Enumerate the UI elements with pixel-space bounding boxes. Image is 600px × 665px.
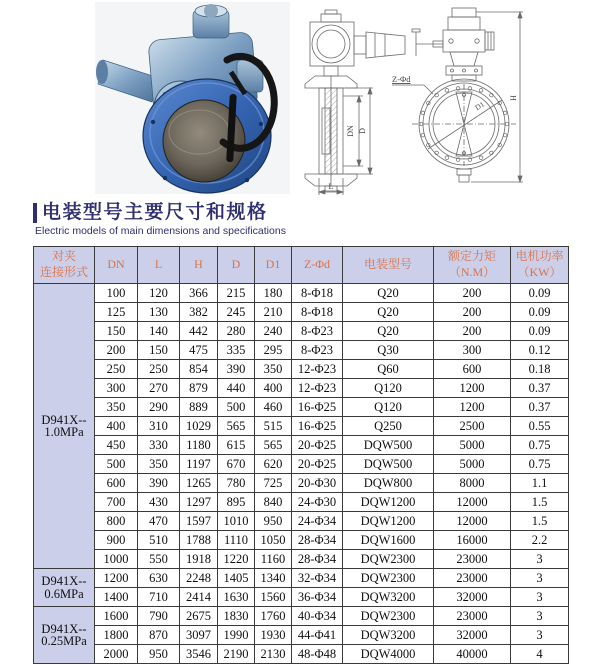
cell-d1: 460 (255, 398, 292, 417)
header-model: 电装型号 (343, 247, 434, 284)
cell-torque: 23000 (434, 550, 511, 569)
cell-d1: 180 (255, 284, 292, 303)
cell-d1: 1160 (255, 550, 292, 569)
cell-power: 0.37 (511, 379, 569, 398)
cell-model: Q60 (343, 360, 434, 379)
cell-z_phi_d: 20-Φ25 (292, 455, 343, 474)
table-row (34, 284, 569, 303)
cell-power: 3 (511, 569, 569, 588)
cell-d: 1990 (218, 626, 255, 645)
cell-d1: 350 (255, 360, 292, 379)
cell-l: 430 (138, 493, 180, 512)
group-label (34, 569, 95, 607)
cell-d1: 840 (255, 493, 292, 512)
cell-power: 0.75 (511, 455, 569, 474)
table-row (34, 341, 569, 360)
cell-l: 390 (138, 474, 180, 493)
cell-z_phi_d: 8-Φ18 (292, 303, 343, 322)
group-label-pressure: 1.0MPa (44, 425, 84, 439)
cell-z_phi_d: 28-Φ34 (292, 550, 343, 569)
cell-z_phi_d: 12-Φ23 (292, 360, 343, 379)
cell-dn: 800 (95, 512, 138, 531)
cell-h: 1297 (180, 493, 218, 512)
cell-torque: 8000 (434, 474, 511, 493)
cell-h: 475 (180, 341, 218, 360)
header-d: D (218, 247, 255, 284)
cell-model: Q120 (343, 398, 434, 417)
cell-power: 2.2 (511, 531, 569, 550)
cell-torque: 23000 (434, 569, 511, 588)
cell-torque: 200 (434, 284, 511, 303)
header-power-line2: （KW） (517, 265, 562, 279)
cell-l: 630 (138, 569, 180, 588)
cell-dn: 500 (95, 455, 138, 474)
table-row (34, 455, 569, 474)
cell-torque: 200 (434, 303, 511, 322)
cell-power: 3 (511, 588, 569, 607)
table-row (34, 569, 569, 588)
cell-z_phi_d: 44-Φ41 (292, 626, 343, 645)
cell-power: 0.75 (511, 436, 569, 455)
cell-z_phi_d: 24-Φ30 (292, 493, 343, 512)
cell-torque: 16000 (434, 531, 511, 550)
cell-dn: 600 (95, 474, 138, 493)
cell-l: 250 (138, 360, 180, 379)
cell-d: 440 (218, 379, 255, 398)
cell-d1: 725 (255, 474, 292, 493)
header-connection-type (34, 247, 95, 284)
cell-l: 140 (138, 322, 180, 341)
cell-model: Q20 (343, 284, 434, 303)
cell-d1: 1930 (255, 626, 292, 645)
cell-dn: 125 (95, 303, 138, 322)
cell-dn: 1200 (95, 569, 138, 588)
cell-torque: 200 (434, 322, 511, 341)
cell-torque: 5000 (434, 455, 511, 474)
header-dn: DN (95, 247, 138, 284)
cell-dn: 100 (95, 284, 138, 303)
cell-d: 780 (218, 474, 255, 493)
cell-model: DQW2300 (343, 550, 434, 569)
group-label (34, 284, 95, 569)
cell-dn: 250 (95, 360, 138, 379)
cell-power: 3 (511, 626, 569, 645)
table-row (34, 512, 569, 531)
cell-h: 3546 (180, 645, 218, 664)
cell-torque: 1200 (434, 398, 511, 417)
table-row (34, 607, 569, 626)
cell-power: 1.5 (511, 493, 569, 512)
cell-torque: 40000 (434, 645, 511, 664)
cell-h: 366 (180, 284, 218, 303)
cell-d1: 565 (255, 436, 292, 455)
table-row (34, 550, 569, 569)
cell-power: 4 (511, 645, 569, 664)
cell-z_phi_d: 40-Φ34 (292, 607, 343, 626)
dim-label-dn: DN (346, 125, 355, 137)
cell-dn: 300 (95, 379, 138, 398)
cell-z_phi_d: 48-Φ48 (292, 645, 343, 664)
header-power (511, 247, 569, 284)
header-power-line1: 电机功率 (515, 249, 564, 264)
cell-l: 470 (138, 512, 180, 531)
table-row (34, 474, 569, 493)
cell-model: Q30 (343, 341, 434, 360)
cell-power: 0.37 (511, 398, 569, 417)
cell-l: 870 (138, 626, 180, 645)
dim-label-l: L (328, 182, 334, 191)
cell-dn: 350 (95, 398, 138, 417)
cell-power: 3 (511, 550, 569, 569)
cell-d1: 1760 (255, 607, 292, 626)
cell-l: 790 (138, 607, 180, 626)
dim-label-d1: D1 (473, 99, 486, 113)
cell-power: 0.55 (511, 417, 569, 436)
cell-d: 1830 (218, 607, 255, 626)
cell-l: 270 (138, 379, 180, 398)
cell-dn: 150 (95, 322, 138, 341)
cell-d: 1110 (218, 531, 255, 550)
header-h: H (180, 247, 218, 284)
cell-model: Q20 (343, 322, 434, 341)
cell-dn: 200 (95, 341, 138, 360)
cell-z_phi_d: 8-Φ23 (292, 341, 343, 360)
group-label (34, 607, 95, 664)
header-connection-type-line1: 对夹 (51, 249, 76, 264)
cell-d: 215 (218, 284, 255, 303)
cell-model: DQW1200 (343, 512, 434, 531)
cell-torque: 2500 (434, 417, 511, 436)
cell-d: 335 (218, 341, 255, 360)
cell-h: 2248 (180, 569, 218, 588)
cell-model: Q20 (343, 303, 434, 322)
cell-model: DQW500 (343, 436, 434, 455)
cell-torque: 600 (434, 360, 511, 379)
cell-model: DQW1200 (343, 493, 434, 512)
cell-l: 710 (138, 588, 180, 607)
cell-power: 1.5 (511, 512, 569, 531)
table-row (34, 379, 569, 398)
cell-d1: 1560 (255, 588, 292, 607)
table-row (34, 531, 569, 550)
group-label-model: D941X-- (41, 621, 87, 636)
cell-dn: 1000 (95, 550, 138, 569)
cell-torque: 5000 (434, 436, 511, 455)
cell-model: DQW800 (343, 474, 434, 493)
cell-torque: 32000 (434, 626, 511, 645)
front-view-drawing (388, 6, 533, 194)
dim-label-z-phi-d: Z-Φd (392, 74, 411, 84)
cell-d1: 400 (255, 379, 292, 398)
cell-d1: 240 (255, 322, 292, 341)
table-row (34, 645, 569, 664)
cell-d: 1220 (218, 550, 255, 569)
cell-z_phi_d: 16-Φ25 (292, 398, 343, 417)
cell-l: 510 (138, 531, 180, 550)
cell-d: 670 (218, 455, 255, 474)
cell-h: 3097 (180, 626, 218, 645)
cell-l: 130 (138, 303, 180, 322)
page-subtitle: Electric models of main dimensions and specifications (35, 224, 286, 237)
cell-z_phi_d: 32-Φ34 (292, 569, 343, 588)
cell-z_phi_d: 36-Φ34 (292, 588, 343, 607)
cell-d: 500 (218, 398, 255, 417)
cell-model: Q120 (343, 379, 434, 398)
header-l: L (138, 247, 180, 284)
cell-dn: 1800 (95, 626, 138, 645)
table-row (34, 626, 569, 645)
cell-dn: 450 (95, 436, 138, 455)
cell-torque: 12000 (434, 493, 511, 512)
cell-dn: 700 (95, 493, 138, 512)
product-photo (95, 2, 290, 194)
cell-power: 0.09 (511, 284, 569, 303)
cell-power: 1.1 (511, 474, 569, 493)
cell-torque: 23000 (434, 607, 511, 626)
table-row (34, 322, 569, 341)
cell-torque: 1200 (434, 379, 511, 398)
cell-z_phi_d: 28-Φ34 (292, 531, 343, 550)
cell-h: 2414 (180, 588, 218, 607)
cell-z_phi_d: 12-Φ23 (292, 379, 343, 398)
table-row (34, 493, 569, 512)
cell-d1: 295 (255, 341, 292, 360)
cell-h: 889 (180, 398, 218, 417)
cell-d: 615 (218, 436, 255, 455)
cell-h: 1180 (180, 436, 218, 455)
cell-l: 310 (138, 417, 180, 436)
header-connection-type-line2: 连接形式 (39, 265, 88, 279)
cell-z_phi_d: 20-Φ30 (292, 474, 343, 493)
cell-d: 1630 (218, 588, 255, 607)
header-torque-line2: （N.M） (448, 265, 496, 279)
table-row (34, 417, 569, 436)
cell-model: DQW2300 (343, 569, 434, 588)
cell-h: 1029 (180, 417, 218, 436)
table-row (34, 588, 569, 607)
cell-d: 895 (218, 493, 255, 512)
cell-torque: 32000 (434, 588, 511, 607)
header-d1: D1 (255, 247, 292, 284)
cell-d: 280 (218, 322, 255, 341)
cell-power: 0.09 (511, 303, 569, 322)
cell-h: 2675 (180, 607, 218, 626)
cell-model: DQW500 (343, 455, 434, 474)
page-title: 电装型号主要尺寸和规格 (33, 203, 286, 223)
cell-torque: 300 (434, 341, 511, 360)
cell-d: 565 (218, 417, 255, 436)
cell-power: 0.18 (511, 360, 569, 379)
cell-d: 2190 (218, 645, 255, 664)
group-label-model: D941X-- (41, 412, 87, 427)
cell-d1: 1340 (255, 569, 292, 588)
cell-power: 0.12 (511, 341, 569, 360)
cell-d1: 1050 (255, 531, 292, 550)
header-row (34, 247, 569, 284)
cell-h: 442 (180, 322, 218, 341)
cell-l: 330 (138, 436, 180, 455)
header-torque-line1: 额定力矩 (447, 249, 496, 264)
cell-d1: 2130 (255, 645, 292, 664)
cell-power: 0.09 (511, 322, 569, 341)
group-label-pressure: 0.25MPa (41, 634, 87, 648)
cell-dn: 900 (95, 531, 138, 550)
cell-model: Q250 (343, 417, 434, 436)
cell-model: DQW4000 (343, 645, 434, 664)
dim-label-d: D (358, 128, 367, 134)
cell-model: DQW3200 (343, 588, 434, 607)
cell-h: 1788 (180, 531, 218, 550)
cell-l: 120 (138, 284, 180, 303)
cell-h: 879 (180, 379, 218, 398)
cell-h: 1597 (180, 512, 218, 531)
section-title-block (33, 203, 286, 237)
cell-h: 1197 (180, 455, 218, 474)
cell-l: 350 (138, 455, 180, 474)
header-torque (434, 247, 511, 284)
cell-dn: 2000 (95, 645, 138, 664)
cell-z_phi_d: 8-Φ18 (292, 284, 343, 303)
cell-d1: 515 (255, 417, 292, 436)
cell-l: 950 (138, 645, 180, 664)
header-z-phi-d: Z-Φd (292, 247, 343, 284)
cell-power: 3 (511, 607, 569, 626)
table-row (34, 360, 569, 379)
valve-photo-graphic (95, 2, 290, 194)
cell-torque: 12000 (434, 512, 511, 531)
spec-table (33, 246, 569, 664)
cell-d: 245 (218, 303, 255, 322)
cell-z_phi_d: 24-Φ34 (292, 512, 343, 531)
cell-l: 150 (138, 341, 180, 360)
top-image-strip (0, 0, 600, 196)
cell-d1: 620 (255, 455, 292, 474)
cell-z_phi_d: 20-Φ25 (292, 436, 343, 455)
cell-l: 550 (138, 550, 180, 569)
dim-label-h: H (509, 95, 518, 101)
group-label-model: D941X-- (41, 574, 87, 588)
cell-l: 290 (138, 398, 180, 417)
table-row (34, 303, 569, 322)
cell-d: 1405 (218, 569, 255, 588)
cell-h: 1918 (180, 550, 218, 569)
cell-z_phi_d: 16-Φ25 (292, 417, 343, 436)
cell-h: 382 (180, 303, 218, 322)
cell-dn: 1400 (95, 588, 138, 607)
spec-table-body (34, 284, 569, 664)
cell-d1: 210 (255, 303, 292, 322)
group-label-pressure: 0.6MPa (44, 586, 84, 601)
table-row (34, 398, 569, 417)
table-row (34, 436, 569, 455)
cell-z_phi_d: 8-Φ23 (292, 322, 343, 341)
cell-model: DQW1600 (343, 531, 434, 550)
cell-dn: 400 (95, 417, 138, 436)
cell-model: DQW3200 (343, 626, 434, 645)
cell-d: 1010 (218, 512, 255, 531)
cell-h: 1265 (180, 474, 218, 493)
cell-d1: 950 (255, 512, 292, 531)
spec-table-header (34, 247, 569, 284)
cell-model: DQW2300 (343, 607, 434, 626)
cell-dn: 1600 (95, 607, 138, 626)
cell-d: 390 (218, 360, 255, 379)
cell-h: 854 (180, 360, 218, 379)
